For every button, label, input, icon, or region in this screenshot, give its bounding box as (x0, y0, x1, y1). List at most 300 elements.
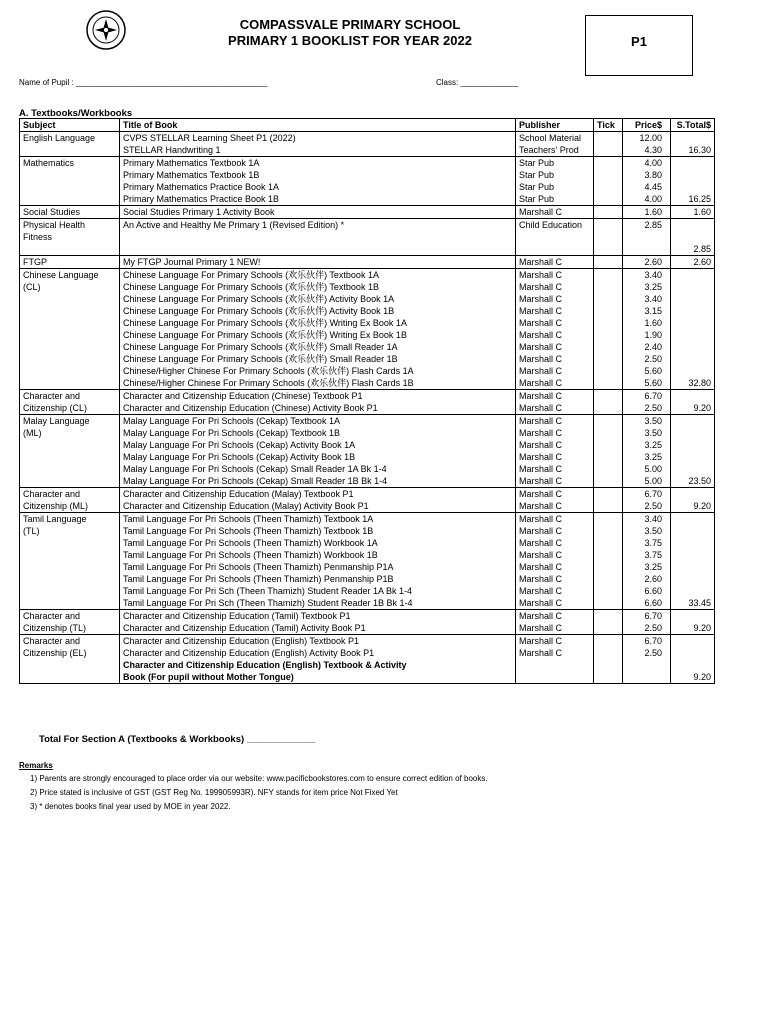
subtotal-cell (671, 341, 715, 353)
subject-cell (20, 475, 120, 488)
subject-cell: (CL) (20, 281, 120, 293)
tick-cell[interactable] (594, 475, 623, 488)
tick-cell[interactable] (594, 365, 623, 377)
tick-cell[interactable] (594, 671, 623, 684)
tick-cell[interactable] (594, 231, 623, 243)
subject-cell (20, 293, 120, 305)
subtotal-cell (671, 549, 715, 561)
price-cell: 5.00 (623, 475, 671, 488)
class-blank[interactable]: _____________ (460, 78, 519, 87)
price-cell: 1.60 (623, 206, 671, 219)
table-row (20, 561, 715, 573)
price-cell: 3.80 (623, 169, 671, 181)
book-title-cell: Primary Mathematics Textbook 1B (120, 169, 516, 181)
table-row (20, 622, 715, 635)
table-row (20, 243, 715, 256)
book-title-cell: An Active and Healthy Me Primary 1 (Revised Edition) * (120, 219, 516, 232)
tick-cell[interactable] (594, 390, 623, 403)
table-row (20, 305, 715, 317)
tick-cell[interactable] (594, 463, 623, 475)
subject-cell: Malay Language (20, 415, 120, 428)
subject-cell: Chinese Language (20, 269, 120, 282)
publisher-cell: Marshall C (516, 415, 594, 428)
table-row (20, 390, 715, 403)
book-title-cell: Tamil Language For Pri Schools (Theen Thamizh) Penmanship P1A (120, 561, 516, 573)
subject-cell: Character and (20, 390, 120, 403)
book-title-cell: Character and Citizenship Education (English) Textbook & Activity (120, 659, 516, 671)
level-box: P1 (585, 15, 693, 76)
book-title-cell: STELLAR Handwriting 1 (120, 144, 516, 157)
book-title-cell: Tamil Language For Pri Schools (Theen Thamizh) Workbook 1B (120, 549, 516, 561)
tick-cell[interactable] (594, 427, 623, 439)
tick-cell[interactable] (594, 585, 623, 597)
tick-cell[interactable] (594, 610, 623, 623)
price-cell: 4.00 (623, 193, 671, 206)
section-a-title: A. Textbooks/Workbooks (19, 108, 133, 119)
table-row (20, 144, 715, 157)
price-cell: 5.00 (623, 463, 671, 475)
tick-cell[interactable] (594, 622, 623, 635)
subject-cell: (ML) (20, 427, 120, 439)
table-row (20, 329, 715, 341)
table-row (20, 219, 715, 232)
subtotal-cell (671, 365, 715, 377)
price-cell: 3.50 (623, 415, 671, 428)
subtotal-cell (671, 585, 715, 597)
table-row (20, 610, 715, 623)
price-cell: 2.40 (623, 341, 671, 353)
publisher-cell: Marshall C (516, 390, 594, 403)
column-header: Subject (20, 119, 120, 132)
publisher-cell: Marshall C (516, 525, 594, 537)
price-cell: 3.25 (623, 451, 671, 463)
subject-cell (20, 439, 120, 451)
tick-cell[interactable] (594, 353, 623, 365)
subtotal-cell: 9.20 (671, 622, 715, 635)
price-cell: 3.40 (623, 293, 671, 305)
table-row (20, 132, 715, 145)
subject-cell (20, 537, 120, 549)
book-title-cell (120, 231, 516, 243)
publisher-cell: Star Pub (516, 169, 594, 181)
subject-cell (20, 193, 120, 206)
publisher-cell (516, 659, 594, 671)
publisher-cell: Marshall C (516, 365, 594, 377)
book-title-cell: Chinese Language For Primary Schools (欢乐伙伴) Writing Ex Book 1B (120, 329, 516, 341)
tick-cell[interactable] (594, 293, 623, 305)
tick-cell[interactable] (594, 341, 623, 353)
price-cell: 6.70 (623, 488, 671, 501)
subtotal-cell (671, 463, 715, 475)
publisher-cell (516, 231, 594, 243)
tick-cell[interactable] (594, 537, 623, 549)
book-title-cell: Character and Citizenship Education (Malay) Activity Book P1 (120, 500, 516, 513)
subject-cell (20, 365, 120, 377)
subject-cell (20, 671, 120, 684)
table-row (20, 193, 715, 206)
subject-cell (20, 144, 120, 157)
table-row (20, 157, 715, 170)
subtotal-cell (671, 561, 715, 573)
table-row (20, 659, 715, 671)
column-header: Price$ (623, 119, 671, 132)
tick-cell[interactable] (594, 206, 623, 219)
subtotal-cell (671, 219, 715, 232)
book-title-cell: Chinese Language For Primary Schools (欢乐伙伴) Small Reader 1A (120, 341, 516, 353)
tick-cell[interactable] (594, 256, 623, 269)
book-title-cell: Chinese Language For Primary Schools (欢乐伙伴) Activity Book 1B (120, 305, 516, 317)
publisher-cell: Marshall C (516, 353, 594, 365)
book-title-cell: Chinese/Higher Chinese For Primary Schools (欢乐伙伴) Flash Cards 1B (120, 377, 516, 390)
price-cell: 4.00 (623, 157, 671, 170)
table-row (20, 488, 715, 501)
subtotal-cell (671, 451, 715, 463)
price-cell: 12.00 (623, 132, 671, 145)
table-row (20, 256, 715, 269)
remarks-title: Remarks (19, 761, 53, 770)
book-title-cell: Chinese Language For Primary Schools (欢乐伙伴) Textbook 1B (120, 281, 516, 293)
tick-cell[interactable] (594, 181, 623, 193)
tick-cell[interactable] (594, 500, 623, 513)
book-title-cell: Character and Citizenship Education (Chinese) Textbook P1 (120, 390, 516, 403)
subtotal-cell (671, 427, 715, 439)
subtotal-cell (671, 169, 715, 181)
table-row (20, 475, 715, 488)
tick-cell[interactable] (594, 329, 623, 341)
subtotal-cell (671, 231, 715, 243)
tick-cell[interactable] (594, 157, 623, 170)
subtotal-cell (671, 635, 715, 648)
subtotal-cell (671, 573, 715, 585)
tick-cell[interactable] (594, 513, 623, 526)
column-header: Title of Book (120, 119, 516, 132)
table-row (20, 597, 715, 610)
subtotal-cell (671, 317, 715, 329)
subtotal-cell: 23.50 (671, 475, 715, 488)
subtotal-cell (671, 513, 715, 526)
subtotal-cell (671, 647, 715, 659)
subject-cell (20, 169, 120, 181)
book-title-cell: Character and Citizenship Education (Tamil) Textbook P1 (120, 610, 516, 623)
booklist-table (19, 118, 715, 684)
table-row (20, 500, 715, 513)
tick-cell[interactable] (594, 451, 623, 463)
tick-cell[interactable] (594, 635, 623, 648)
book-title-cell: Tamil Language For Pri Sch (Theen Thamizh) Student Reader 1B Bk 1-4 (120, 597, 516, 610)
tick-cell[interactable] (594, 597, 623, 610)
book-title-cell: Book (For pupil without Mother Tongue) (120, 671, 516, 684)
book-title-cell: Malay Language For Pri Schools (Cekap) Activity Book 1A (120, 439, 516, 451)
table-row (20, 451, 715, 463)
table-row (20, 169, 715, 181)
book-title-cell: My FTGP Journal Primary 1 NEW! (120, 256, 516, 269)
price-cell: 3.25 (623, 561, 671, 573)
book-title-cell: CVPS STELLAR Learning Sheet P1 (2022) (120, 132, 516, 145)
table-row (20, 353, 715, 365)
book-title-cell: Chinese Language For Primary Schools (欢乐伙伴) Textbook 1A (120, 269, 516, 282)
price-cell: 3.25 (623, 439, 671, 451)
subject-cell: Citizenship (ML) (20, 500, 120, 513)
table-row (20, 549, 715, 561)
publisher-cell: Marshall C (516, 293, 594, 305)
publisher-cell: Star Pub (516, 157, 594, 170)
publisher-cell: Marshall C (516, 256, 594, 269)
price-cell: 4.30 (623, 144, 671, 157)
publisher-cell: Marshall C (516, 317, 594, 329)
subject-cell: Character and (20, 488, 120, 501)
publisher-cell: Marshall C (516, 329, 594, 341)
price-cell: 2.50 (623, 353, 671, 365)
price-cell: 2.50 (623, 402, 671, 415)
book-title-cell: Character and Citizenship Education (English) Activity Book P1 (120, 647, 516, 659)
price-cell (623, 243, 671, 256)
subject-cell (20, 451, 120, 463)
subtotal-cell (671, 610, 715, 623)
publisher-cell: Star Pub (516, 181, 594, 193)
book-title-cell: Malay Language For Pri Schools (Cekap) Small Reader 1B Bk 1-4 (120, 475, 516, 488)
publisher-cell: Marshall C (516, 488, 594, 501)
subject-cell (20, 561, 120, 573)
book-title-cell: Malay Language For Pri Schools (Cekap) Textbook 1B (120, 427, 516, 439)
table-row (20, 293, 715, 305)
tick-cell[interactable] (594, 243, 623, 256)
class-label: Class: _____________ (436, 78, 519, 87)
book-title-cell: Character and Citizenship Education (Chinese) Activity Book P1 (120, 402, 516, 415)
table-row (20, 317, 715, 329)
table-row (20, 635, 715, 648)
publisher-cell: Marshall C (516, 341, 594, 353)
subtotal-cell (671, 488, 715, 501)
table-row (20, 415, 715, 428)
tick-cell[interactable] (594, 317, 623, 329)
subject-cell: Character and (20, 610, 120, 623)
subject-cell: Fitness (20, 231, 120, 243)
subject-cell (20, 585, 120, 597)
subtotal-cell: 9.20 (671, 671, 715, 684)
publisher-cell: Marshall C (516, 610, 594, 623)
book-title-cell: Tamil Language For Pri Schools (Theen Thamizh) Textbook 1A (120, 513, 516, 526)
column-header: Tick (594, 119, 623, 132)
subtotal-cell (671, 415, 715, 428)
subtotal-cell (671, 439, 715, 451)
subtotal-cell (671, 390, 715, 403)
subtotal-cell (671, 157, 715, 170)
tick-cell[interactable] (594, 647, 623, 659)
table-row (20, 402, 715, 415)
tick-cell[interactable] (594, 193, 623, 206)
table-row (20, 647, 715, 659)
subtotal-cell (671, 281, 715, 293)
tick-cell[interactable] (594, 573, 623, 585)
school-crest-logo (86, 10, 126, 50)
price-cell: 3.25 (623, 281, 671, 293)
subtotal-cell (671, 537, 715, 549)
subtotal-cell: 1.60 (671, 206, 715, 219)
tick-cell[interactable] (594, 659, 623, 671)
table-row (20, 671, 715, 684)
table-row (20, 513, 715, 526)
book-title-cell: Character and Citizenship Education (Tamil) Activity Book P1 (120, 622, 516, 635)
subject-cell (20, 317, 120, 329)
price-cell (623, 671, 671, 684)
tick-cell[interactable] (594, 377, 623, 390)
tick-cell[interactable] (594, 488, 623, 501)
book-title-cell: Character and Citizenship Education (Malay) Textbook P1 (120, 488, 516, 501)
tick-cell[interactable] (594, 132, 623, 145)
publisher-cell: Marshall C (516, 427, 594, 439)
tick-cell[interactable] (594, 305, 623, 317)
subject-cell (20, 549, 120, 561)
publisher-cell: Teachers' Prod (516, 144, 594, 157)
price-cell: 1.90 (623, 329, 671, 341)
subject-cell: Citizenship (EL) (20, 647, 120, 659)
subject-cell (20, 305, 120, 317)
name-of-pupil-blank[interactable]: ___________________________________________ (75, 78, 268, 87)
subject-cell (20, 573, 120, 585)
price-cell: 4.45 (623, 181, 671, 193)
publisher-cell: Marshall C (516, 561, 594, 573)
tick-cell[interactable] (594, 402, 623, 415)
price-cell: 3.50 (623, 427, 671, 439)
subtotal-cell (671, 329, 715, 341)
publisher-cell: School Material (516, 132, 594, 145)
price-cell: 3.40 (623, 513, 671, 526)
table-row (20, 427, 715, 439)
remark-3: 3) * denotes books final year used by MOE in year 2022. (30, 802, 231, 811)
subtotal-cell (671, 269, 715, 282)
price-cell: 3.15 (623, 305, 671, 317)
subject-cell: Citizenship (TL) (20, 622, 120, 635)
publisher-cell: Marshall C (516, 500, 594, 513)
publisher-cell: Marshall C (516, 597, 594, 610)
column-header: Publisher (516, 119, 594, 132)
tick-cell[interactable] (594, 219, 623, 232)
book-title-cell: Tamil Language For Pri Schools (Theen Thamizh) Penmanship P1B (120, 573, 516, 585)
tick-cell[interactable] (594, 415, 623, 428)
table-row (20, 181, 715, 193)
subject-cell: Tamil Language (20, 513, 120, 526)
price-cell: 3.50 (623, 525, 671, 537)
publisher-cell: Marshall C (516, 647, 594, 659)
price-cell: 6.60 (623, 597, 671, 610)
column-header: S.Total$ (671, 119, 715, 132)
subtotal-cell: 16.30 (671, 144, 715, 157)
subject-cell: Physical Health (20, 219, 120, 232)
tick-cell[interactable] (594, 549, 623, 561)
book-title-cell: Character and Citizenship Education (English) Textbook P1 (120, 635, 516, 648)
table-row (20, 537, 715, 549)
price-cell: 6.70 (623, 635, 671, 648)
table-row (20, 463, 715, 475)
publisher-cell: Child Education (516, 219, 594, 232)
subtotal-cell: 2.85 (671, 243, 715, 256)
publisher-cell: Marshall C (516, 402, 594, 415)
publisher-cell: Marshall C (516, 305, 594, 317)
price-cell (623, 231, 671, 243)
remark-1: 1) Parents are strongly encouraged to place order via our website: www.pacificbookstores.com to ensure correct edition of books. (30, 774, 488, 783)
publisher-cell: Marshall C (516, 549, 594, 561)
table-row (20, 439, 715, 451)
subject-cell (20, 243, 120, 256)
price-cell: 6.70 (623, 390, 671, 403)
subject-cell: FTGP (20, 256, 120, 269)
publisher-cell (516, 243, 594, 256)
subject-cell (20, 463, 120, 475)
subject-cell (20, 329, 120, 341)
subject-cell: English Language (20, 132, 120, 145)
publisher-cell: Marshall C (516, 206, 594, 219)
book-title-cell: Malay Language For Pri Schools (Cekap) Textbook 1A (120, 415, 516, 428)
subject-cell (20, 181, 120, 193)
school-name: COMPASSVALE PRIMARY SCHOOL (239, 17, 461, 32)
book-title-cell: Tamil Language For Pri Schools (Theen Thamizh) Textbook 1B (120, 525, 516, 537)
subtotal-cell: 33.45 (671, 597, 715, 610)
subtotal-cell (671, 353, 715, 365)
publisher-cell: Marshall C (516, 585, 594, 597)
subject-cell: Character and (20, 635, 120, 648)
tick-cell[interactable] (594, 561, 623, 573)
table-row (20, 206, 715, 219)
section-a-total: Total For Section A (Textbooks & Workbooks) _____________ (39, 734, 316, 745)
subject-cell: (TL) (20, 525, 120, 537)
subtotal-cell (671, 293, 715, 305)
table-row (20, 341, 715, 353)
price-cell: 3.75 (623, 549, 671, 561)
subject-cell (20, 659, 120, 671)
subtotal-cell (671, 181, 715, 193)
table-row (20, 377, 715, 390)
book-title-cell: Social Studies Primary 1 Activity Book (120, 206, 516, 219)
price-cell: 2.50 (623, 622, 671, 635)
subject-cell (20, 341, 120, 353)
book-title-cell: Primary Mathematics Practice Book 1B (120, 193, 516, 206)
tick-cell[interactable] (594, 281, 623, 293)
booklist-title: PRIMARY 1 BOOKLIST FOR YEAR 2022 (228, 33, 472, 48)
publisher-cell: Marshall C (516, 451, 594, 463)
table-row (20, 281, 715, 293)
publisher-cell (516, 671, 594, 684)
tick-cell[interactable] (594, 439, 623, 451)
subtotal-cell (671, 305, 715, 317)
publisher-cell: Marshall C (516, 439, 594, 451)
remark-2: 2) Price stated is inclusive of GST (GST Reg No. 199905993R). NFY stands for item price Not Fixed Yet (30, 788, 398, 797)
subtotal-cell: 9.20 (671, 402, 715, 415)
publisher-cell: Marshall C (516, 622, 594, 635)
book-title-cell (120, 243, 516, 256)
table-row (20, 365, 715, 377)
tick-cell[interactable] (594, 144, 623, 157)
publisher-cell: Marshall C (516, 635, 594, 648)
tick-cell[interactable] (594, 269, 623, 282)
publisher-cell: Marshall C (516, 463, 594, 475)
price-cell: 2.60 (623, 573, 671, 585)
price-cell: 3.40 (623, 269, 671, 282)
subject-cell (20, 597, 120, 610)
price-cell: 2.50 (623, 647, 671, 659)
subtotal-cell (671, 659, 715, 671)
book-title-cell: Tamil Language For Pri Schools (Theen Thamizh) Workbook 1A (120, 537, 516, 549)
tick-cell[interactable] (594, 169, 623, 181)
subtotal-cell (671, 132, 715, 145)
subtotal-cell: 32.80 (671, 377, 715, 390)
tick-cell[interactable] (594, 525, 623, 537)
book-title-cell: Chinese Language For Primary Schools (欢乐伙伴) Activity Book 1A (120, 293, 516, 305)
book-title-cell: Tamil Language For Pri Sch (Theen Thamizh) Student Reader 1A Bk 1-4 (120, 585, 516, 597)
book-title-cell: Chinese/Higher Chinese For Primary Schools (欢乐伙伴) Flash Cards 1A (120, 365, 516, 377)
book-title-cell: Primary Mathematics Practice Book 1A (120, 181, 516, 193)
publisher-cell: Marshall C (516, 573, 594, 585)
name-of-pupil-label: Name of Pupil : ___________________________________________ (19, 78, 268, 87)
